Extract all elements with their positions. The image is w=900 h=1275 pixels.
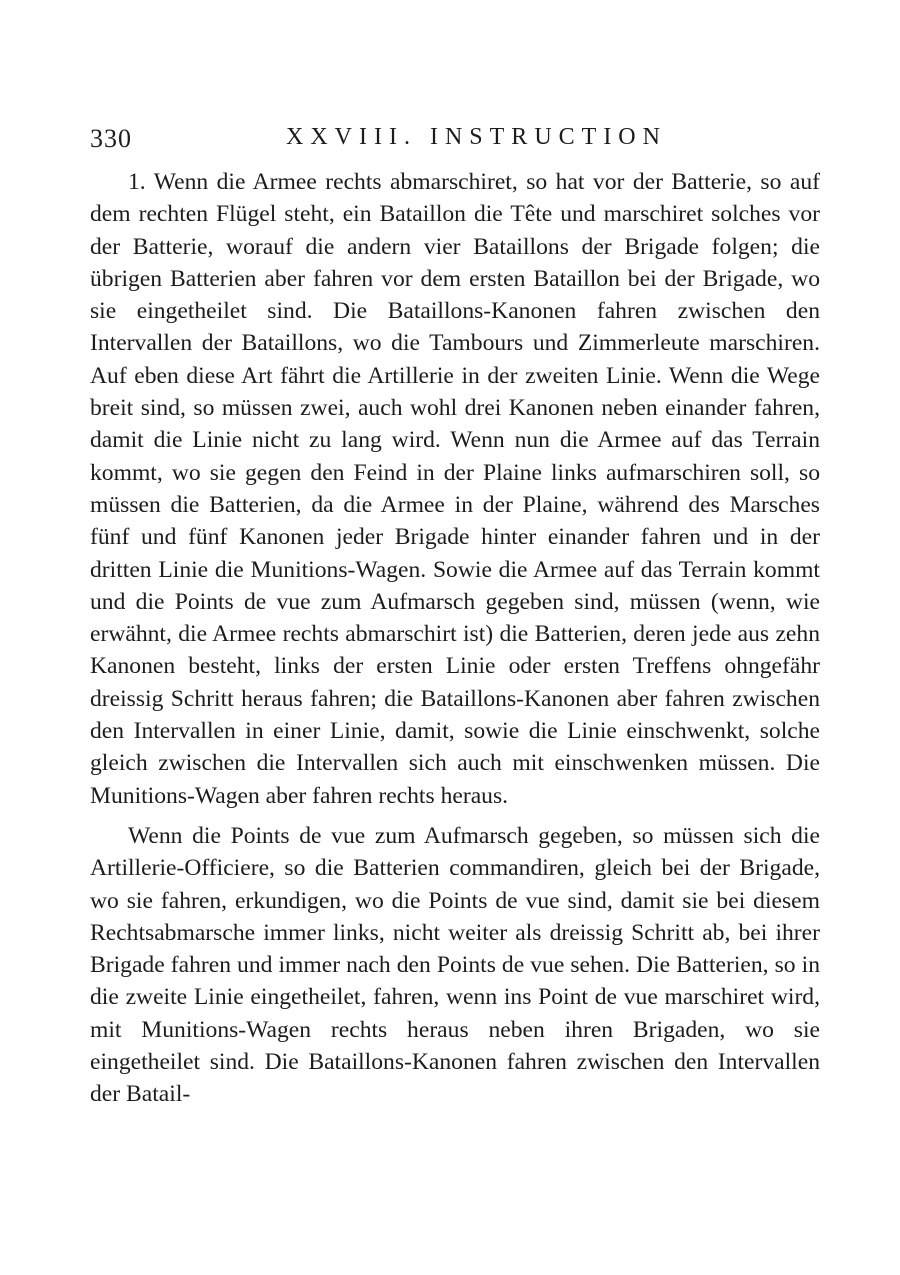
page-header <box>90 120 820 160</box>
body-text <box>90 166 820 1111</box>
paragraph-1: 1. Wenn die Armee rechts abmarschiret, so hat vor der Batterie, so auf dem rechten Flügel steht, ein Bataillon die Tête und marschiret solches vor der Batterie, worauf die andern vier Bataillons der Brigade folgen; die übrigen Batterien aber fahren vor dem ersten Bataillon bei der Brigade, wo sie eingetheilet sind. Die Bataillons-Kanonen fahren zwischen den Intervallen der Bataillons, wo die Tambours und Zimmerleute marschiren. Auf eben diese Art fährt die Artillerie in der zweiten Linie. Wenn die Wege breit sind, so müssen zwei, auch wohl drei Kanonen neben einander fahren, damit die Linie nicht zu lang wird. Wenn nun die Armee auf das Terrain kommt, wo sie gegen den Feind in der Plaine links aufmarschiren soll, so müssen die Batterien, da die Armee in der Plaine, während des Marsches fünf und fünf Kanonen jeder Brigade hinter einander fahren und in der dritten Linie die Munitions-Wagen. Sowie die Armee auf das Terrain kommt und die Points de vue zum Aufmarsch gegeben sind, müssen (wenn, wie erwähnt, die Armee rechts abmarschirt ist) die Batterien, deren jede aus zehn Kanonen besteht, links der ersten Linie oder ersten Treffens ohngefähr dreissig Schritt heraus fahren; die Bataillons-Kanonen aber fahren zwischen den Intervallen in einer Linie, damit, sowie die Linie einschwenkt, solche gleich zwischen die Intervallen sich auch mit einschwenken müssen. Die Munitions-Wagen aber fahren rechts heraus. <box>90 169 820 809</box>
paragraph-2: Wenn die Points de vue zum Aufmarsch gegeben, so müssen sich die Artillerie-Officiere, so die Batterien commandiren, gleich bei der Brigade, wo sie fahren, erkundigen, wo die Points de vue sind, damit sie bei diesem Rechtsabmarsche immer links, nicht weiter als dreissig Schritt ab, bei ihrer Brigade fahren und immer nach den Points de vue sehen. Die Batterien, so in die zweite Linie eingetheilet, fahren, wenn ins Point de vue marschiret wird, mit Munitions-Wagen rechts heraus neben ihren Brigaden, wo sie eingetheilet sind. Die Bataillons-Kanonen fahren zwischen den Intervallen der Batail- <box>90 822 820 1108</box>
running-title: XXVIII. INSTRUCTION <box>286 124 667 150</box>
page-number: 330 <box>90 124 132 153</box>
